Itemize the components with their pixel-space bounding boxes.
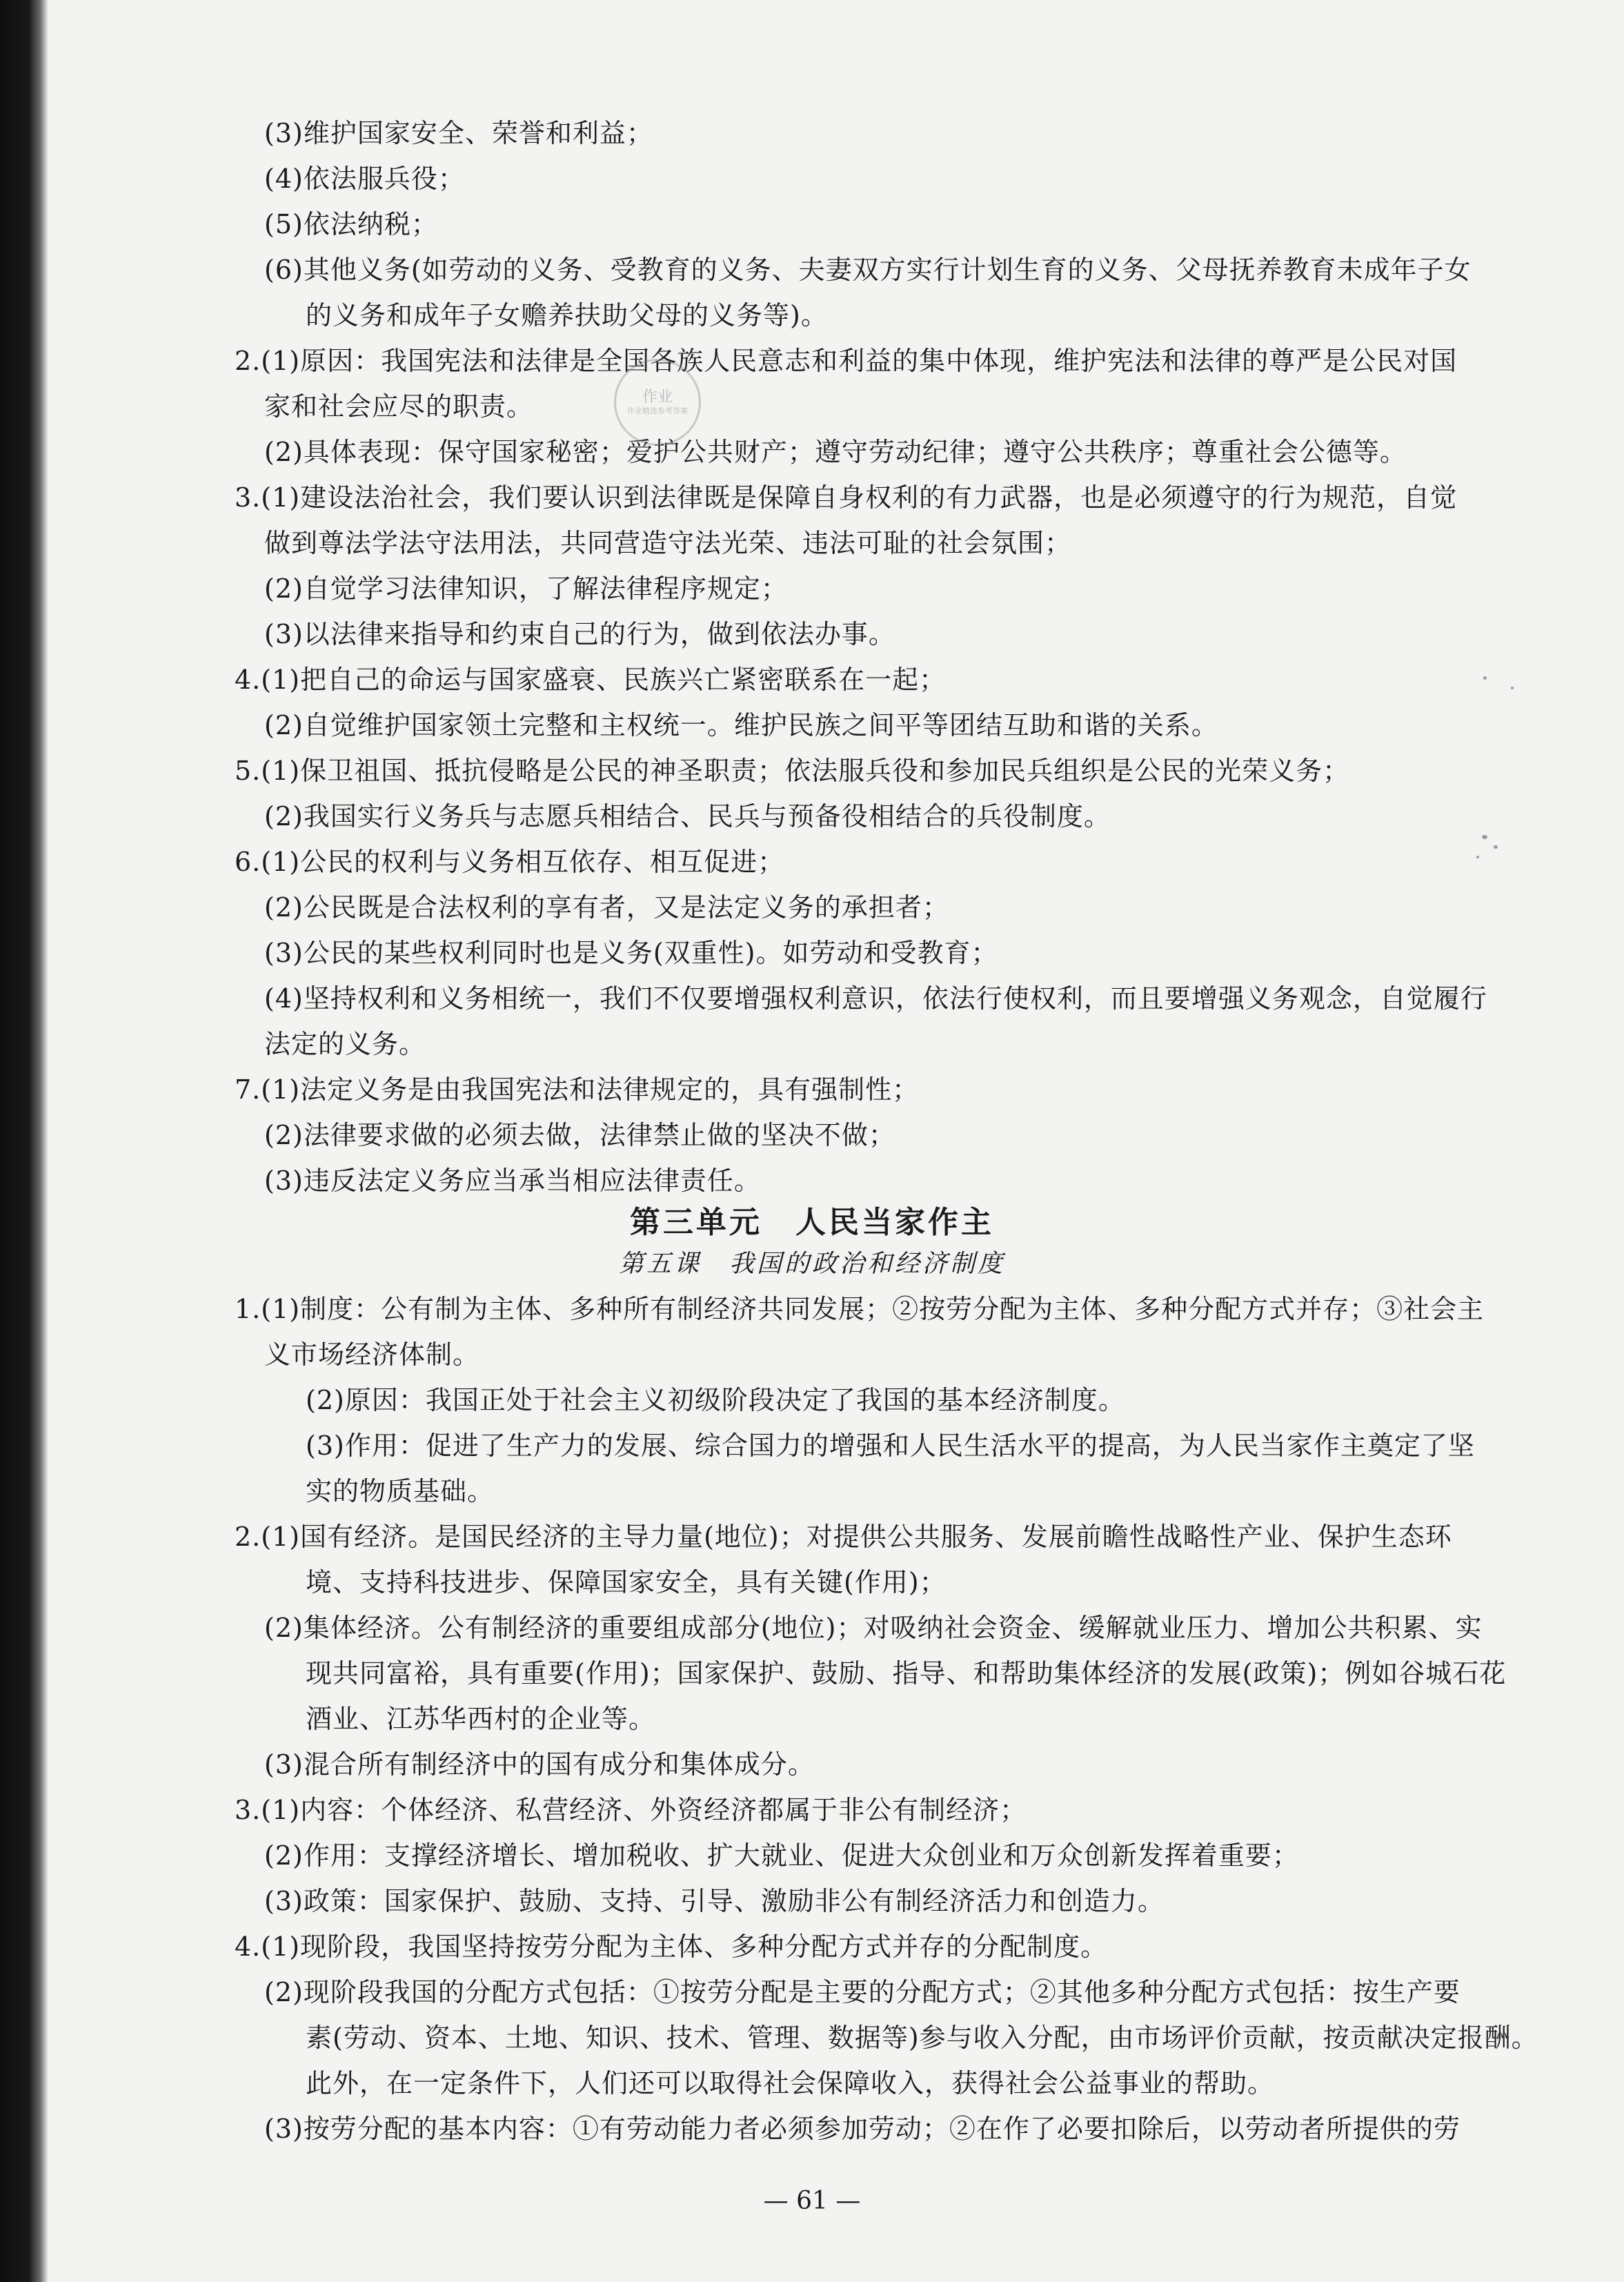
text-line: 4.(1)把自己的命运与国家盛衰、民族兴亡紧密联系在一起； — [235, 665, 947, 695]
text-line: (3)以法律来指导和约束自己的行为，做到依法办事。 — [264, 619, 895, 649]
scan-speck — [1511, 687, 1514, 689]
text-line: 2.(1)国有经济。是国民经济的主导力量(地位)；对提供公共服务、发展前瞻性战略性产业、保护生态环 — [235, 1522, 1452, 1552]
text-line: (3)公民的某些权利同时也是义务(双重性)。如劳动和受教育； — [264, 938, 998, 968]
page-number: — 61 — — [763, 2187, 861, 2215]
text-line: 的义务和成年子女赡养扶助父母的义务等)。 — [306, 300, 828, 331]
scan-speck — [1482, 835, 1487, 839]
text-line: 家和社会应尽的职责。 — [264, 391, 534, 422]
scan-speck — [1494, 845, 1498, 849]
text-line: (2)自觉学习法律知识，了解法律程序规定； — [264, 573, 788, 604]
text-line: (4)依法服兵役； — [264, 164, 465, 194]
text-line: (3)按劳分配的基本内容：①有劳动能力者必须参加劳动；②在作了必要扣除后，以劳动者所提供的劳 — [264, 2114, 1460, 2144]
text-line: 3.(1)内容：个体经济、私营经济、外资经济都属于非公有制经济； — [235, 1795, 1027, 1825]
text-line: 义市场经济体制。 — [264, 1339, 480, 1370]
text-line: 酒业、江苏华西村的企业等。 — [306, 1704, 656, 1734]
text-line: (3)作用：促进了生产力的发展、综合国力的增强和人民生活水平的提高，为人民当家作主奠定了坚 — [306, 1430, 1475, 1461]
watermark-stamp — [614, 359, 701, 446]
text-line: 7.(1)法定义务是由我国宪法和法律规定的，具有强制性； — [235, 1074, 920, 1105]
text-line: (2)法律要求做的必须去做，法律禁止做的坚决不做； — [264, 1120, 895, 1150]
scan-speck — [1476, 856, 1479, 858]
text-line: 此外，在一定条件下，人们还可以取得社会保障收入，获得社会公益事业的帮助。 — [306, 2068, 1275, 2098]
text-line: 2.(1)原因：我国宪法和法律是全国各族人民意志和利益的集中体现，维护宪法和法律的尊严是公民对国 — [235, 346, 1458, 376]
text-line: (3)违反法定义务应当承当相应法律责任。 — [264, 1165, 761, 1196]
unit-title: 第三单元 人民当家作主 — [630, 1205, 994, 1240]
text-line: (3)维护国家安全、荣誉和利益； — [264, 118, 653, 148]
text-line: (4)坚持权利和义务相统一，我们不仅要增强权利意识，依法行使权利，而且要增强义务观念，自觉履行 — [264, 983, 1487, 1014]
text-line: 法定的义务。 — [264, 1029, 426, 1059]
text-line: (2)我国实行义务兵与志愿兵相结合、民兵与预备役相结合的兵役制度。 — [264, 801, 1111, 832]
text-line: (2)作用：支撑经济增长、增加税收、扩大就业、促进大众创业和万众创新发挥着重要； — [264, 1840, 1299, 1871]
stamp-text: 作业 — [642, 388, 673, 406]
text-line: 素(劳动、资本、土地、知识、技术、管理、数据等)参与收入分配，由市场评价贡献，按贡献决定报酬。 — [306, 2023, 1538, 2053]
text-line: 5.(1)保卫祖国、抵抗侵略是公民的神圣职责；依法服兵役和参加民兵组织是公民的光荣义务； — [235, 756, 1350, 786]
text-line: 1.(1)制度：公有制为主体、多种所有制经济共同发展；②按劳分配为主体、多种分配方式并存；③社会主 — [235, 1294, 1485, 1324]
text-line: (3)政策：国家保护、鼓励、支持、引导、激励非公有制经济活力和创造力。 — [264, 1886, 1165, 1916]
text-line: 做到尊法学法守法用法，共同营造守法光荣、违法可耻的社会氛围； — [264, 528, 1072, 558]
text-line: 实的物质基础。 — [306, 1476, 495, 1506]
stamp-subtext: 作业精选参考答案 — [627, 406, 688, 415]
text-line: 境、支持科技进步、保障国家安全，具有关键(作用)； — [306, 1567, 947, 1597]
text-line: 6.(1)公民的权利与义务相互依存、相互促进； — [235, 847, 785, 877]
text-line: (2)自觉维护国家领土完整和主权统一。维护民族之间平等团结互助和谐的关系。 — [264, 710, 1218, 740]
text-line: (3)混合所有制经济中的国有成分和集体成分。 — [264, 1749, 815, 1780]
text-line: (2)原因：我国正处于社会主义初级阶段决定了我国的基本经济制度。 — [306, 1385, 1125, 1415]
text-line: (2)公民既是合法权利的享有者，又是法定义务的承担者； — [264, 892, 949, 923]
text-line: (6)其他义务(如劳动的义务、受教育的义务、夫妻双方实行计划生育的义务、父母抚养教育未成年子女 — [264, 255, 1472, 285]
text-line: 现共同富裕，具有重要(作用)；国家保护、鼓励、指导、和帮助集体经济的发展(政策)；例如谷城石花 — [306, 1658, 1507, 1689]
text-line: (5)依法纳税； — [264, 209, 438, 239]
lesson-title: 第五课 我国的政治和经济制度 — [618, 1250, 1005, 1278]
text-line: 4.(1)现阶段，我国坚持按劳分配为主体、多种分配方式并存的分配制度。 — [235, 1931, 1108, 1962]
scan-speck — [1483, 676, 1487, 680]
text-line: (2)集体经济。公有制经济的重要组成部分(地位)；对吸纳社会资金、缓解就业压力、增加公共积累、实 — [264, 1613, 1483, 1643]
text-line: (2)具体表现：保守国家秘密；爱护公共财产；遵守劳动纪律；遵守公共秩序；尊重社会公德等。 — [264, 437, 1407, 467]
text-line: 3.(1)建设法治社会，我们要认识到法律既是保障自身权利的有力武器，也是必须遵守的行为规范，自觉 — [235, 482, 1458, 513]
text-line: (2)现阶段我国的分配方式包括：①按劳分配是主要的分配方式；②其他多种分配方式包括：按生产要 — [264, 1977, 1460, 2007]
